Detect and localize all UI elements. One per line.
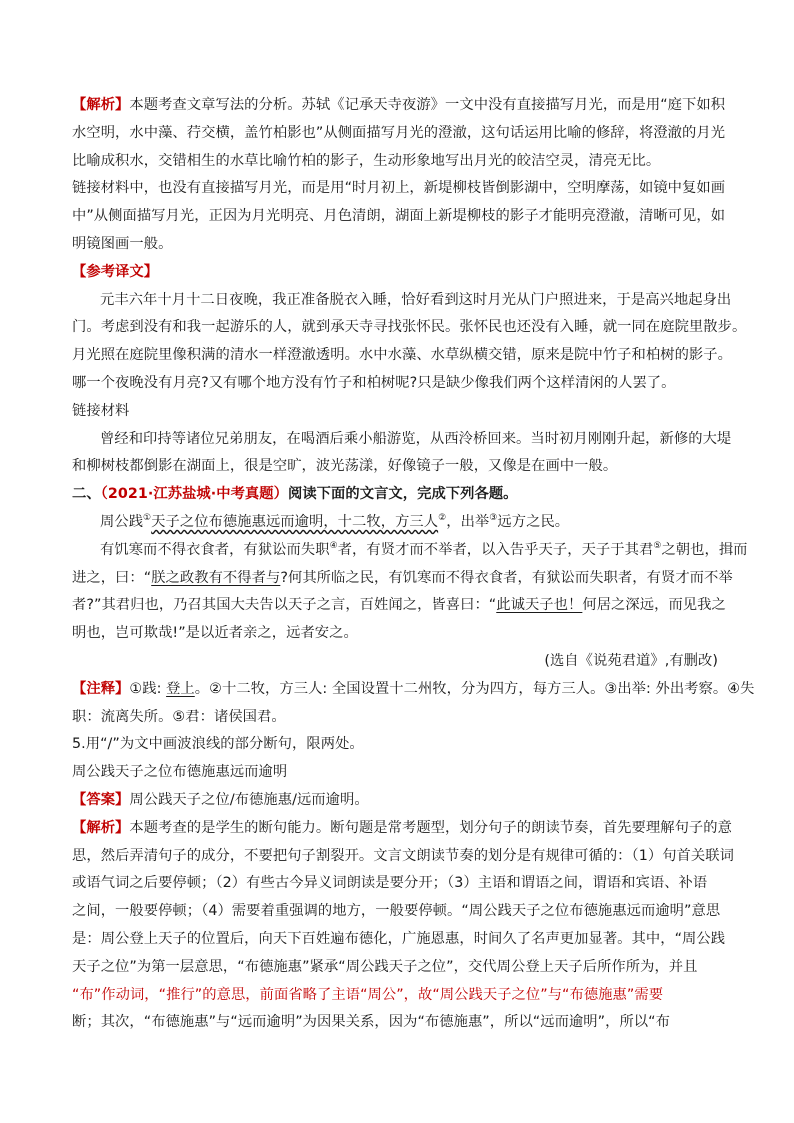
classical-text-line: 明也，岂可欺哉!”是以近者亲之，远者安之。 <box>72 625 358 642</box>
link-material-title: 链接材料 <box>72 402 130 419</box>
document-page <box>72 92 755 1037</box>
analysis-line: 或语气词之后要停顿；（2）有些古今异义词朗读是要分开；（3）主语和谓语之间，谓语和宾语、补语 <box>72 875 708 892</box>
analysis-line: 【解析】本题考查文章写法的分析。苏轼《记承天寺夜游》一文中没有直接描写月光，而是用“庭下如积 <box>72 97 726 113</box>
translation-heading <box>72 259 722 287</box>
translation-tag: 【参考译文】 <box>72 263 159 280</box>
analysis-line: 【解析】本题考查的是学生的断句能力。断句题是常考题型，划分句子的朗读节奏，首先要理解句子的意 <box>72 819 732 836</box>
question-source: （2021·江苏盐城·中考真题） <box>100 486 288 503</box>
analysis-line: 天子之位”为第一层意思，“布德施惠”紧承“周公践天子之位”，交代周公登上天子后所作所为，并且 <box>72 958 698 975</box>
analysis-line: 是：周公登上天子的位置后，向天下百姓遍布德化，广施恩惠，时间久了名声更加显著。其中，“周公践 <box>72 930 726 947</box>
analysis-line: 之间，一般要停顿；（4）需要着重强调的地方，一般要停顿。“周公践天子之位布德施惠远而逾明”意思 <box>72 903 721 920</box>
translation-line: 和柳树枝都倒影在湖面上，很是空旷，波光荡漾，好像镜子一般，又像是在画中一般。 <box>72 458 618 475</box>
question-5: 5.用“/”为文中画波浪线的部分断句，限两处。 <box>72 736 364 753</box>
translation-line: 门。考虑到没有和我一起游乐的人，就到承天寺寻找张怀民。张怀民也还没有入睡，就一同在庭院里散步。 <box>72 319 747 336</box>
analysis-line: 链接材料中，也没有直接描写月光，而是用“时月初上，新堤柳枝皆倒影湖中，空明摩荡，如镜中复如画 <box>72 180 726 197</box>
analysis-line: 中”从侧面描写月光，正因为月光明亮、月色清朗，湖面上新堤柳枝的影子才能明亮澄澈，清晰可见，如 <box>72 208 726 225</box>
analysis-tag: 【解析】 <box>72 97 130 113</box>
question-heading <box>72 481 722 509</box>
analysis-line: “布”作动词，“推行”的意思，前面省略了主语“周公”，故“周公践天子之位”与“布德施惠”需要 <box>72 986 664 1003</box>
answer-tag: 【答案】 <box>72 791 130 808</box>
classical-text-line: 周公践①天子之位布德施惠远而逾明，十二牧，方三人②，出举③远方之民。 <box>100 513 570 530</box>
underlined-sentence: 朕之政教有不得者与 <box>151 569 281 586</box>
classical-text-line: 有饥寒而不得衣食者，有狱讼而失职④者，有贤才而不举者，以入告乎天子，天子于其君⑤之朝也，揖而 <box>100 540 748 558</box>
analysis-tag: 【解析】 <box>72 819 130 836</box>
notes-tag: 【注释】 <box>72 680 130 697</box>
translation-line: 元丰六年十月十二日夜晚，我正准备脱衣入睡，恰好看到这时月光从门户照进来，于是高兴地起身出 <box>100 291 732 308</box>
question-5-text: 周公践天子之位布德施惠远而逾明 <box>72 764 288 781</box>
question-number: 二、 <box>72 486 101 503</box>
notes-line: 【注释】①践: 登上。②十二牧，方三人: 全国设置十二州牧，分为四方，每方三人。③出举: 外出考察。④失 <box>72 680 755 697</box>
underlined-sentence: 此诚天子也！ <box>496 597 583 614</box>
answer-line: 【答案】周公践天子之位/布德施惠/远而逾明。 <box>72 791 369 808</box>
classical-text-line: 者?”其君归也，乃召其国大夫告以天子之言，百姓闻之，皆喜曰：“此诚天子也！何居之深远，而见我之 <box>72 597 726 614</box>
notes-line: 职：流离失所。⑤君：诸侯国君。 <box>72 708 286 725</box>
translation-line: 曾经和印持等诸位兄弟朋友，在喝酒后乘小船游览，从西泠桥回来。当时初月刚刚升起，新修的大堤 <box>100 430 732 447</box>
translation-line: 哪一个夜晚没有月亮?又有哪个地方没有竹子和柏树呢?只是缺少像我们两个这样清闲的人罢了。 <box>72 374 676 391</box>
question-instruction: 阅读下面的文言文，完成下列各题。 <box>287 486 518 503</box>
translation-line: 月光照在庭院里像积满的清水一样澄澈透明。水中水藻、水草纵横交错，原来是院中竹子和柏树的影子。 <box>72 347 732 364</box>
classical-text-line: 进之，曰：“朕之政教有不得者与?何其所临之民，有饥寒而不得衣食者，有狱讼而失职者，有贤才而不举 <box>72 569 733 586</box>
analysis-line: 比喻成积水，交错相生的水草比喻竹柏的影子，生动形象地写出月光的皎洁空灵，清亮无比。 <box>72 152 661 169</box>
analysis-line: 断；其次，“布德施惠”与“远而逾明”为因果关系，因为“布德施惠”，所以“远而逾明”，所以“布 <box>72 1014 670 1031</box>
analysis-line: 思，然后弄清句子的成分，不要把句子割裂开。文言文朗读节奏的划分是有规律可循的：（1）句首关联词 <box>72 847 734 864</box>
analysis-line: 水空明，水中藻、荇交横，盖竹柏影也”从侧面描写月光的澄澈，这句话运用比喻的修辞，将澄澈的月光 <box>72 124 726 141</box>
analysis-line: 明镜图画一般。 <box>72 235 173 252</box>
text-source: (选自《说苑君道》,有删改) <box>544 652 718 669</box>
wavy-underlined-phrase: 天子之位布德施惠远而逾明，十二牧，方三人 <box>151 513 439 530</box>
